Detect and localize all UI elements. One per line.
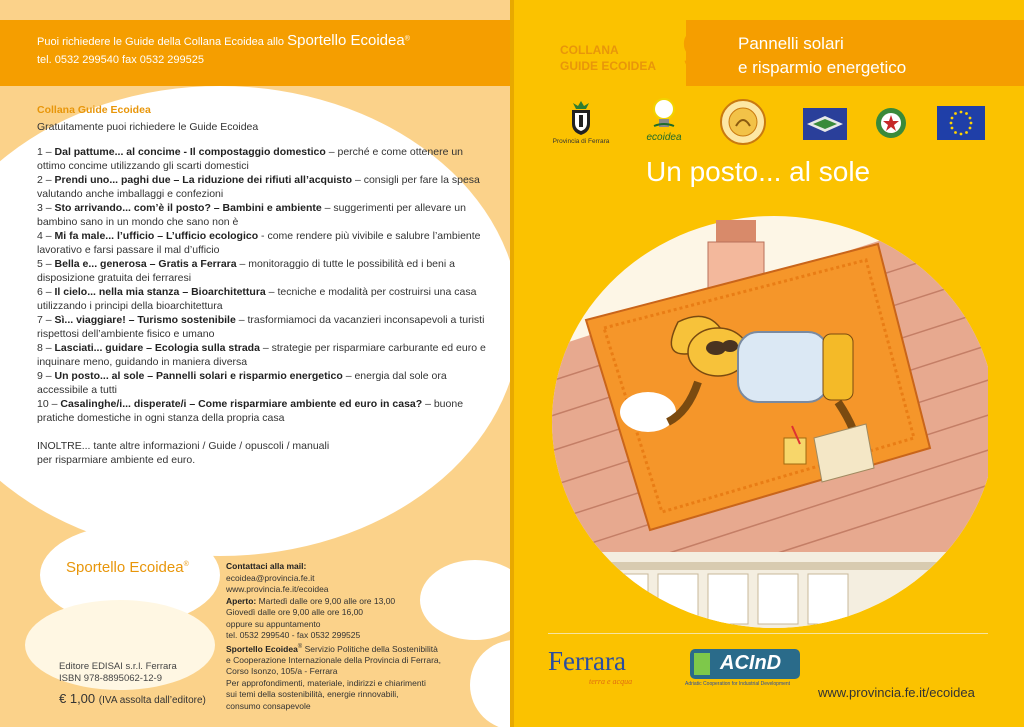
editor-info: Editore EDISAI s.r.l. Ferrara ISBN 978-8895062-12-9 (59, 661, 177, 684)
title-bar (686, 20, 1024, 86)
guide-item: 2 – Prendi uno... paghi due – La riduzione dei rifiuti all’acquisto – consigli per fare la spesa valutando anche imballaggi e confezioni (37, 174, 480, 200)
guide-item: 3 – Sto arrivando... com’è il posto? – Bambini e ambiente – suggerimenti per allevare un bambino sano in un mondo che sano non è (37, 202, 466, 228)
guide-list-section (37, 103, 492, 467)
header-text: Puoi richiedere le Guide della Collana Ecoidea allo Sportello Ecoidea® (37, 32, 410, 49)
section-subheading: Gratuitamente puoi richiedere le Guide Ecoidea (37, 121, 259, 133)
guide-title-line2: e risparmio energetico (738, 58, 907, 77)
coat-of-arms-icon (568, 100, 594, 136)
contact-email[interactable]: ecoidea@provincia.fe.it (226, 572, 315, 583)
guide-item: 10 – Casalinghe/i... disperate/i – Come risparmiare ambiente ed euro in casa? – buone pratiche domestiche in ogni stanza della propria casa (37, 398, 464, 424)
main-title: Un posto... al sole (646, 156, 871, 187)
cover-illustration (548, 212, 988, 630)
provincia-logo: Provincia di Ferrara (546, 100, 616, 145)
guide-title-line1: Pannelli solari (738, 34, 844, 53)
lightbulb-icon (650, 96, 678, 132)
guide-number: 9 (682, 21, 713, 81)
guide-item: 5 – Bella e... generosa – Gratis a Ferrara – monitoraggio di tutte le possibilità ed i beni a disposizione gratuita dei ferraresi (37, 258, 455, 284)
flag-emilia-icon (803, 108, 847, 140)
divider (548, 633, 988, 634)
republic-emblem-icon (873, 106, 909, 140)
sportello-label: Sportello Ecoidea® (66, 559, 189, 576)
guide-item: 4 – Mi fa male... l’ufficio – L’ufficio ecologico - come rendere più vivibile e salubre l’ambiente lavorativo e farsi passare il mal d’ufficio (37, 230, 481, 256)
contact-web[interactable]: www.provincia.fe.it/ecoidea (226, 584, 329, 594)
section-heading: Collana Guide Ecoidea (37, 104, 151, 116)
guide-item: 8 – Lasciati... guidare – Ecologia sulla strada – strategie per risparmiare carburante ed euro e inquinare meno, guidando in maniera diversa (37, 342, 486, 368)
header-bar (0, 20, 512, 86)
guide-item: 1 – Dal pattume... al concime - Il compostaggio domestico – perché e come ottenere un ottimo concime utilizzando gli scarti domestici (37, 146, 463, 172)
eu-flag-icon (937, 106, 985, 140)
guide-item: 9 – Un posto... al sole – Pannelli solari e risparmio energetico – energia dal sole ora accessibile a tutti (37, 370, 447, 396)
seal-logo (718, 96, 768, 148)
acind-caption: Adriatic Cooperation for Industrial Development (685, 681, 791, 687)
ferrara-logo: Ferrara (548, 646, 626, 676)
website-link[interactable]: www.provincia.fe.it/ecoidea (818, 685, 975, 700)
guide-item: 6 – Il cielo... nella mia stanza – Bioarchitettura – tecniche e modalità per costruirsi una casa utilizzando i principi della bioarchitettura (37, 286, 477, 312)
page-fold (510, 0, 514, 727)
guide-item: 7 – Sì... viaggiare! – Turismo sostenibile – trasformiamoci da vacanzieri inconsapevoli a turisti rispettosi dell’ambiente fisico e umano (37, 314, 485, 340)
price: € 1,00 (IVA assolta dall’editore) (59, 691, 206, 706)
acind-logo: ACInD (720, 652, 782, 674)
seal-icon (718, 96, 768, 148)
extra-info: INOLTRE... tante altre informazioni / Guide / opuscoli / manuali per risparmiare ambiente ed euro. (37, 440, 330, 466)
header-phone: tel. 0532 299540 fax 0532 299525 (37, 54, 204, 66)
guide-list (37, 145, 492, 425)
ecoidea-logo: ecoidea (636, 96, 692, 143)
collana-label: COLLANA GUIDE ECOIDEA (560, 43, 657, 73)
ferrara-tagline: terra e acqua (589, 677, 633, 686)
contacts-block: Contattaci alla mail: ecoidea@provincia.fe.it www.provincia.fe.it/ecoidea Aperto: Martedì dalle ore 9,00 alle ore 13,00 Giovedì dalle ore 9,00 alle ore 16,00 oppure su appuntamento tel. 0532 299540 - fax 0532 299525 Sportello Ecoidea® Servizio Politiche della Sostenibilità e Cooperazione Internazionale della Provincia di Ferrara, Corso Isonzo, 105/a - Ferrara Per approfondimenti, materiale, indirizzi e chiarimenti sui temi della sostenibilità, energie rinnovabili, consumo consapevole (226, 561, 506, 712)
header-brand: Sportello Ecoidea (287, 32, 405, 49)
